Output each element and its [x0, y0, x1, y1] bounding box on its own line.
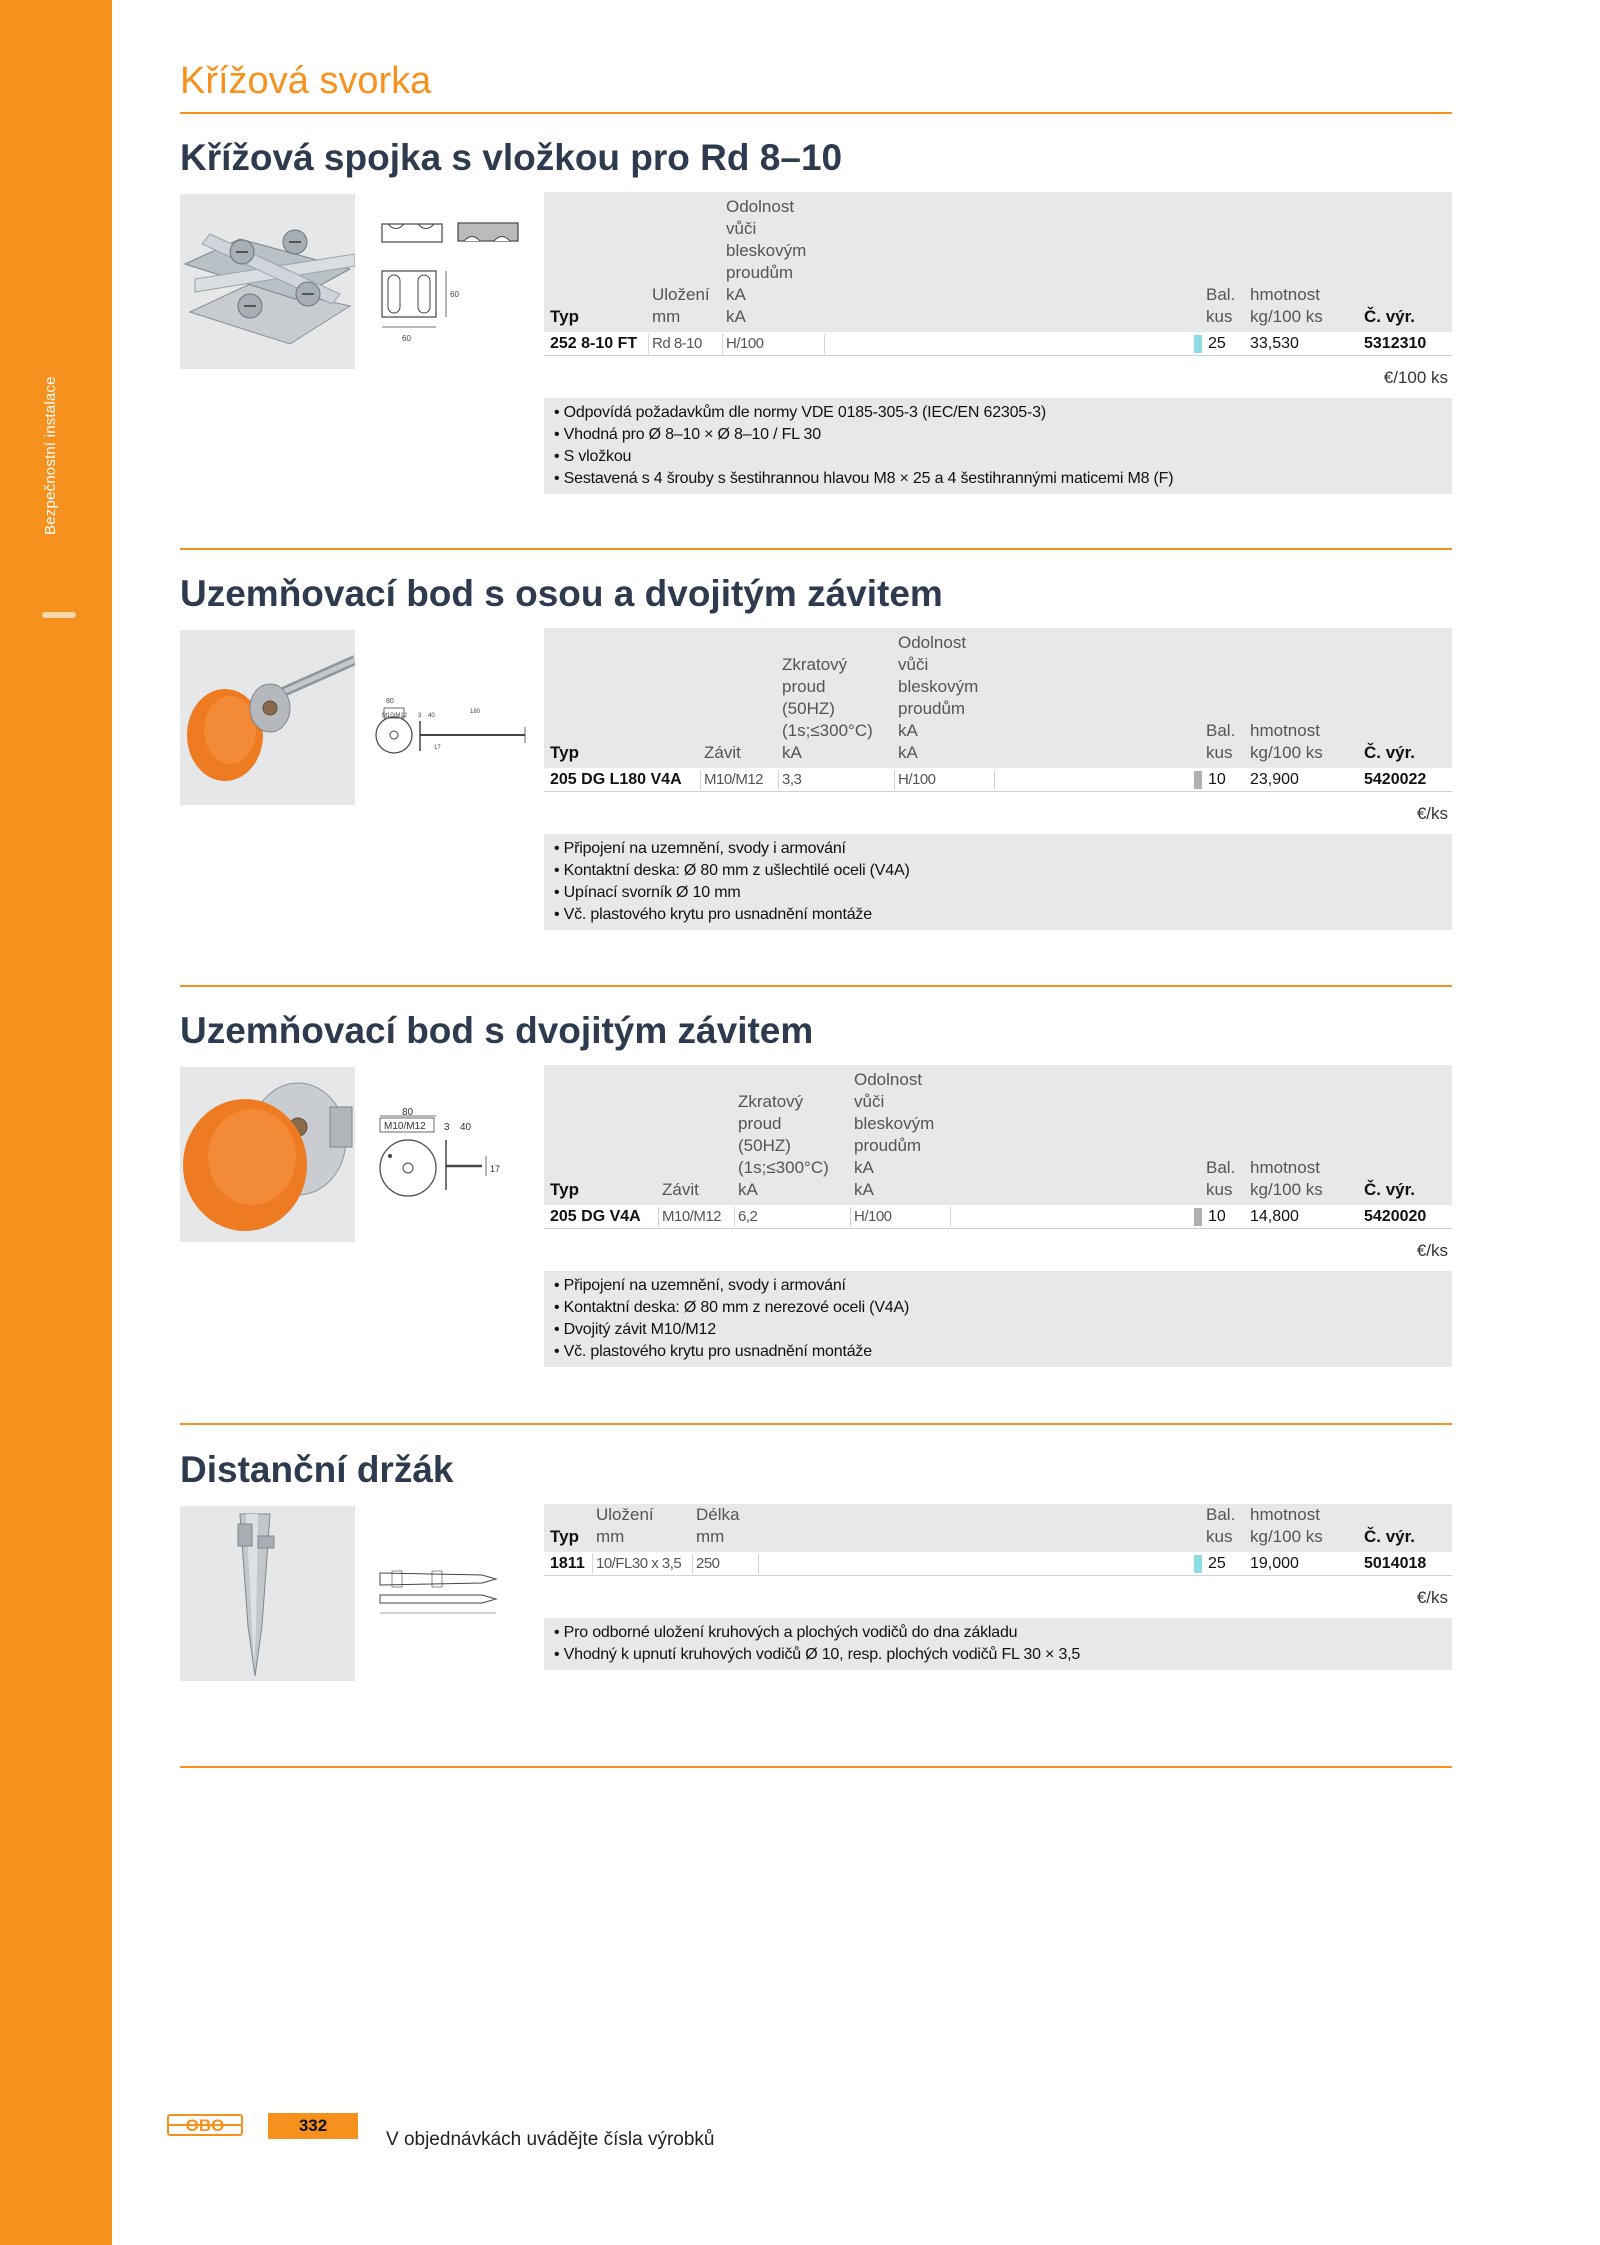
section-cross-clamp: [180, 137, 1452, 497]
cell-typ: 252 8-10 FT: [550, 335, 638, 352]
spacer-holder-image: [180, 1506, 355, 1681]
page-number: 332: [268, 2113, 358, 2139]
col-hmotnost: hmotnost kg/100 ks: [1250, 721, 1323, 762]
obo-logo: [167, 2113, 243, 2137]
cell-bal: 25: [1208, 335, 1226, 352]
dim-a: 3: [418, 713, 422, 719]
dim-thread: M10/M12: [384, 1121, 426, 1132]
col-bal: Bal. kus: [1206, 1158, 1236, 1199]
cell-bal: 10: [1208, 1208, 1226, 1225]
product-photo: [180, 1067, 355, 1242]
product-photo: [180, 1506, 355, 1681]
section-title: Křížová spojka s vložkou pro Rd 8–10: [180, 137, 843, 178]
col-odolnost: Odolnost vůči bleskovým proudům kA kA: [898, 633, 979, 762]
cell-ulozeni: 10/FL30 x 3,5: [596, 1555, 682, 1572]
stock-indicator: [1194, 1208, 1202, 1226]
table-row: [544, 768, 1452, 792]
section-earthing-point: [180, 1010, 1452, 1370]
cell-zkrat: 6,2: [738, 1208, 758, 1225]
footer-text: V objednávkách uvádějte čísla výrobků: [386, 2129, 715, 2150]
section-rule: [180, 1766, 1452, 1768]
section-rule: [180, 985, 1452, 987]
earthing-point-image: [180, 1067, 355, 1242]
col-cvyr: Č. výr.: [1364, 1527, 1416, 1546]
feature-list: [544, 398, 1452, 494]
price-unit: €/ks: [1416, 1241, 1448, 1260]
col-hmotnost: hmotnost kg/100 ks: [1250, 1158, 1323, 1199]
section-title: Uzemňovací bod s osou a dvojitým závitem: [180, 573, 943, 614]
col-bal: Bal. kus: [1206, 1505, 1236, 1546]
feature-item: • Vhodná pro Ø 8–10 × Ø 8–10 / FL 30: [554, 424, 1442, 446]
feature-item: • Dvojitý závit M10/M12: [554, 1319, 1442, 1341]
heading-rule: [180, 112, 1452, 114]
col-odolnost: Odolnost vůči bleskovým proudům kA kA: [726, 197, 807, 326]
col-odolnost: Odolnost vůči bleskovým proudům kA kA: [854, 1070, 935, 1199]
feature-item: • S vložkou: [554, 446, 1442, 468]
dim-thread: M10/M12: [382, 713, 408, 719]
feature-item: • Upínací svorník Ø 10 mm: [554, 882, 1442, 904]
cell-typ: 205 DG V4A: [550, 1208, 641, 1225]
dim-height: 60: [450, 290, 459, 299]
col-cvyr: Č. výr.: [1364, 743, 1416, 762]
table-row: [544, 332, 1452, 356]
cell-odolnost: H/100: [726, 335, 764, 352]
section-rule: [180, 548, 1452, 550]
col-hmotnost: hmotnost kg/100 ks: [1250, 285, 1323, 326]
cell-hmotnost: 14,800: [1250, 1208, 1299, 1225]
dim-a: 3: [444, 1122, 450, 1133]
feature-item: • Připojení na uzemnění, svody i armování: [554, 838, 1442, 860]
col-typ: Typ: [550, 1180, 579, 1199]
dim-b: 40: [428, 713, 435, 719]
feature-item: • Vč. plastového krytu pro usnadnění montáže: [554, 1341, 1442, 1363]
cell-cvyr: 5014018: [1364, 1555, 1427, 1572]
col-typ: Typ: [550, 307, 579, 326]
section-title: Uzemňovací bod s dvojitým závitem: [180, 1010, 814, 1051]
technical-drawing: [372, 1565, 502, 1625]
section-rule: [180, 1423, 1452, 1425]
dim-c: 17: [490, 1164, 501, 1174]
col-zkrat: Zkratový proud (50HZ) (1s;≤300°C) kA: [738, 1092, 829, 1199]
col-bal: Bal. kus: [1206, 721, 1236, 762]
table-row: [544, 1205, 1452, 1229]
col-ulozeni: Uložení mm: [652, 285, 710, 326]
feature-item: • Kontaktní deska: Ø 80 mm z nerezové oceli (V4A): [554, 1297, 1442, 1319]
cell-delka: 250: [696, 1555, 720, 1572]
feature-list: [544, 834, 1452, 930]
cell-hmotnost: 23,900: [1250, 771, 1299, 788]
cell-bal: 10: [1208, 771, 1226, 788]
feature-item: • Sestavená s 4 šrouby s šestihrannou hlavou M8 × 25 a 4 šestihrannými maticemi M8 (F): [554, 468, 1442, 490]
dim-diameter: 80: [402, 1108, 414, 1118]
stock-indicator: [1194, 1555, 1202, 1573]
cell-typ: 1811: [550, 1555, 585, 1572]
cell-bal: 25: [1208, 1555, 1226, 1572]
product-photo: [180, 194, 355, 369]
table-header: [544, 192, 1452, 332]
price-unit: €/100 ks: [1383, 368, 1448, 387]
dim-c: 17: [434, 745, 441, 751]
dim-diameter: 80: [386, 698, 394, 705]
dim-length: 180: [470, 709, 481, 715]
stock-indicator: [1194, 335, 1202, 353]
cell-ulozeni: Rd 8-10: [652, 335, 702, 352]
feature-item: • Připojení na uzemnění, svody i armování: [554, 1275, 1442, 1297]
col-zavit: Závit: [704, 743, 741, 762]
section-earthing-point-axis: [180, 573, 1452, 933]
col-cvyr: Č. výr.: [1364, 307, 1416, 326]
feature-item: • Pro odborné uložení kruhových a plochých vodičů do dna základu: [554, 1622, 1442, 1644]
cell-zavit: M10/M12: [662, 1208, 722, 1225]
dim-width: 60: [402, 334, 411, 343]
table-header: [544, 1504, 1452, 1552]
col-bal: Bal. kus: [1206, 285, 1236, 326]
sidebar: [0, 0, 112, 2245]
stock-indicator: [1194, 771, 1202, 789]
cell-cvyr: 5420020: [1364, 1208, 1427, 1225]
cell-cvyr: 5312310: [1364, 335, 1427, 352]
technical-drawing: [380, 219, 530, 349]
cell-odolnost: H/100: [854, 1208, 892, 1225]
cell-cvyr: 5420022: [1364, 771, 1427, 788]
page-heading: Křížová svorka: [180, 60, 432, 102]
col-typ: Typ: [550, 1527, 579, 1546]
feature-item: • Kontaktní deska: Ø 80 mm z ušlechtilé oceli (V4A): [554, 860, 1442, 882]
col-hmotnost: hmotnost kg/100 ks: [1250, 1505, 1323, 1546]
cell-hmotnost: 33,530: [1250, 335, 1299, 352]
table-row: [544, 1552, 1452, 1576]
col-zkrat: Zkratový proud (50HZ) (1s;≤300°C) kA: [782, 655, 873, 762]
feature-list: [544, 1271, 1452, 1367]
cell-odolnost: H/100: [898, 771, 936, 788]
cell-hmotnost: 19,000: [1250, 1555, 1299, 1572]
feature-item: • Vhodný k upnutí kruhových vodičů Ø 10, resp. plochých vodičů FL 30 × 3,5: [554, 1644, 1442, 1666]
col-cvyr: Č. výr.: [1364, 1180, 1416, 1199]
earthing-point-image: [180, 630, 355, 805]
feature-item: • Vč. plastového krytu pro usnadnění montáže: [554, 904, 1442, 926]
price-unit: €/ks: [1416, 1588, 1448, 1607]
technical-drawing: [370, 693, 550, 773]
product-photo: [180, 630, 355, 805]
cell-zavit: M10/M12: [704, 771, 764, 788]
col-typ: Typ: [550, 743, 579, 762]
section-spacer-holder: [180, 1449, 1452, 1729]
col-zavit: Závit: [662, 1180, 699, 1199]
sidebar-label: Bezpečnostní instalace: [42, 376, 59, 535]
cell-zkrat: 3,3: [782, 771, 802, 788]
col-ulozeni: Uložení mm: [596, 1505, 654, 1546]
feature-item: • Odpovídá požadavkům dle normy VDE 0185-305-3 (IEC/EN 62305-3): [554, 402, 1442, 424]
price-unit: €/ks: [1416, 804, 1448, 823]
col-delka: Délka mm: [696, 1505, 740, 1546]
table-header: [544, 628, 1452, 768]
cell-typ: 205 DG L180 V4A: [550, 771, 682, 788]
section-title: Distanční držák: [180, 1449, 454, 1490]
table-header: [544, 1065, 1452, 1205]
feature-list: [544, 1618, 1452, 1670]
cross-clamp-image: [180, 194, 355, 369]
dim-b: 40: [460, 1122, 472, 1133]
logo-text: OBO: [185, 2116, 225, 2135]
sidebar-marker: [42, 612, 76, 618]
technical-drawing: [376, 1108, 516, 1218]
